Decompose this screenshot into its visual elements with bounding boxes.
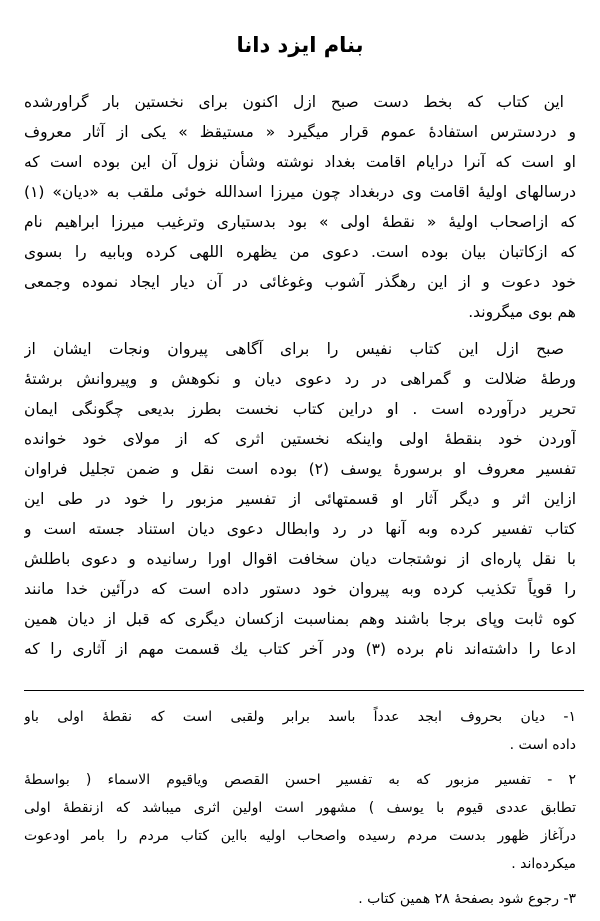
paragraph-2-line-9: را قویاً تکذیب کرده وبه پیروان خود دستور داده است که درآئین خدا مانند [24,580,576,598]
paragraph-2-line-6: ازاین اثر و دیگر آثار او قسمتهائی از تفسیر مزبور را خود در طی این [24,490,576,508]
page-title: بنام ایزد دانا [236,33,364,57]
footnote-2-line-4: میکرده‌اند . [511,856,576,872]
paragraph-1-line-4: درسالهای اولیهٔ اقامت وی دربغداد چون میرزا اسدالله خوئی ملقب به «دیان» (۱) [24,183,576,201]
paragraph-1-line-5: که ازاصحاب اولیهٔ « نقطهٔ اولی » بود بدستیاری وترغیب میرزا ابراهیم نام [24,213,576,231]
paragraph-1-line-6: که ازکاتبان بیان بوده است. دعوی من یظهره اللهی کرده وبابیه را بسوی [24,243,576,261]
footnote-1-line-2: داده است . [509,737,576,753]
paragraph-1-line-1: این کتاب که بخط دست صبح ازل اکنون برای نخستین بار گراورشده [24,93,564,111]
footnote-2-line-2: تطابق عددی قیوم با یوسف ) مشهور است اولین اثری میباشد که ازنقطهٔ اولی [24,800,576,816]
paragraph-1-line-2: و دردسترس استفادهٔ عموم قرار میگیرد « مستیقظ » یکی از آثار معروف [24,123,576,141]
footnote-3-line-1: ۳- رجوع شود بصفحهٔ ۲۸ همین کتاب . [358,891,576,907]
paragraph-1-line-7: خود دعوت و از این رهگذر آشوب وغوغائی در آن دیار ایجاد نموده وجمعی [24,273,576,291]
paragraph-2-line-8: با نقل پاره‌ای از نوشتجات دیان سخافت اقوال اورا رسانیده و دعوی باطلش [24,550,576,568]
paragraph-2-line-1: صبح ازل این کتاب نفیس را برای آگاهی پیروان ونجات ایشان از [24,340,564,358]
footnote-divider [24,690,584,691]
paragraph-1-line-3: او است که آنرا درایام اقامت بغداد نوشته وشأن نزول آن این بوده است که [24,153,576,171]
footnote-2-line-1: ۲ - تفسیر مزبور که به تفسیر احسن القصص ویاقیوم الاسماء ( بواسطهٔ [24,772,576,788]
paragraph-2-line-5: تفسیر معروف او برسورهٔ یوسف (۲) بوده است نقل و ضمن تجلیل فراوان [24,460,576,478]
footnote-2-line-3: درآغاز ظهور بدست مردم رسیده واصحاب اولیه بااین کتاب مردم را بامر اودعوت [24,828,576,844]
paragraph-2-line-10: کوه ثابت وپای برجا باشند وهم بمناسبت ازکسان دیگری که قبل از دیان همین [24,610,576,628]
paragraph-2-line-3: تحریر درآورده است . او دراین کتاب نخست بطرز بدیعی چگونگی ایمان [24,400,576,418]
paragraph-2-line-7: کتاب تفسیر کرده وبه آنها در رد وابطال دعوی دیان استناد جسته است و [24,520,576,538]
paragraph-1-line-8: هم بوی میگروند. [468,303,576,321]
paragraph-2-line-2: ورطهٔ ضلالت و گمراهی در رد دعوی دیان و نکوهش و وپیروانش برشتهٔ [24,370,576,388]
footnote-1-line-1: ۱- دیان بحروف ابجد عدداً باسد برابر ولقبی است که نقطهٔ اولی باو [24,709,576,725]
paragraph-2-line-4: آوردن خود بنقطهٔ اولی واینکه نخستین اثری که از مولای خود خوانده [24,430,576,448]
paragraph-2-line-11: ادعا را داشته‌اند نام برده (۳) ودر آخر کتاب یك قسمت مهم از آثاری را که [24,640,576,658]
